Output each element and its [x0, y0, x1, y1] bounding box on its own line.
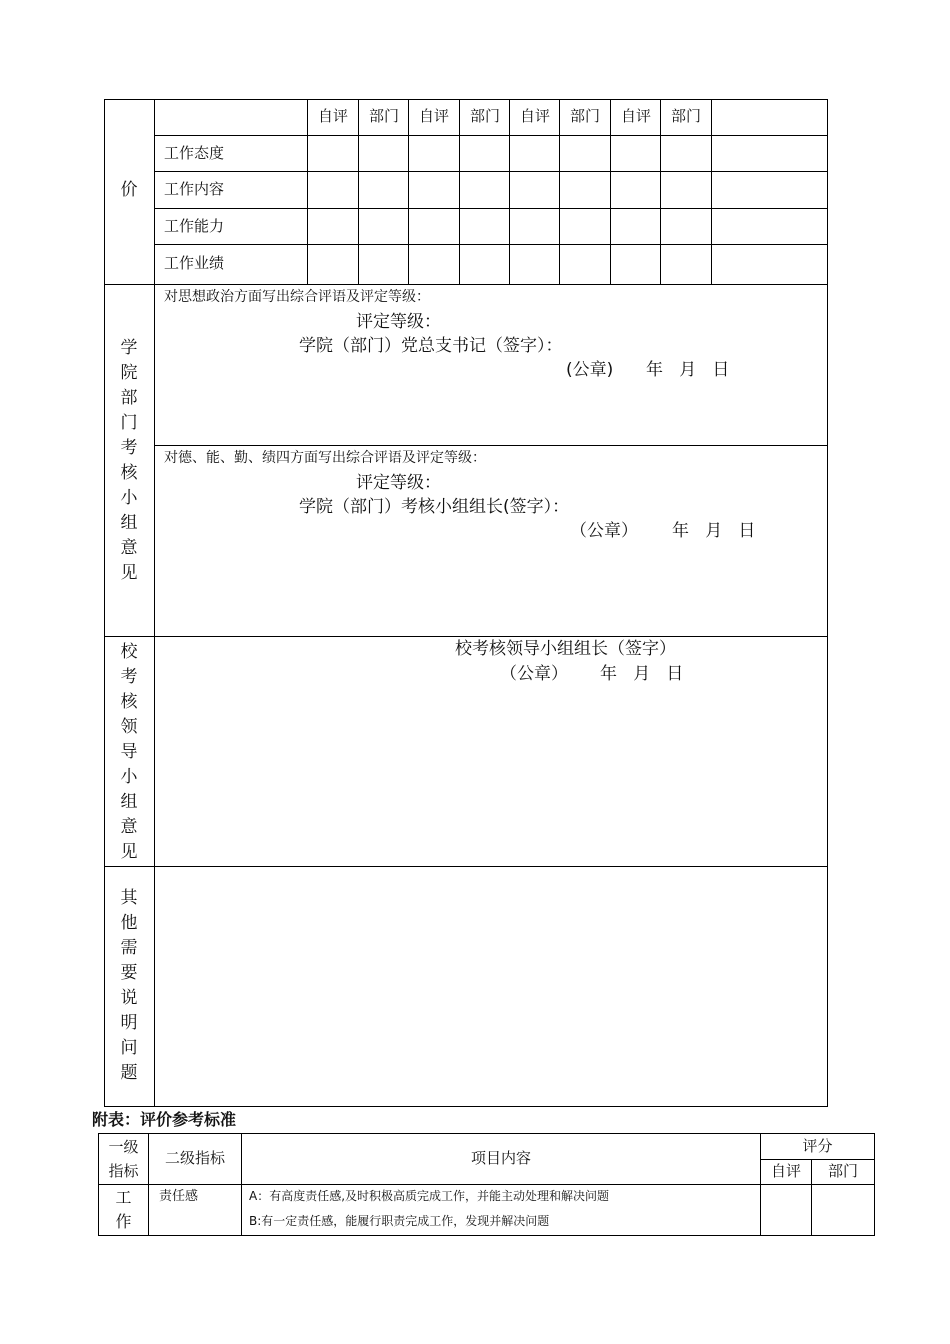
header-self-4: 自评 — [620, 107, 651, 125]
dept-block1-prompt: 对思想政治方面写出综合评语及评定等级： — [164, 289, 430, 305]
appendix-title: 附表：评价参考标准 — [92, 1110, 237, 1129]
dept-block2-prompt: 对德、能、勤、绩四方面写出综合评语及评定等级： — [164, 450, 486, 466]
appendix-header-content: 项目内容 — [470, 1149, 531, 1167]
school-date: 年 月 日 — [600, 664, 684, 684]
row-label-performance: 工作业绩 — [164, 254, 225, 272]
dept-block2-signer: 学院（部门）考核小组组长(签字）： — [299, 497, 570, 517]
school-side-label: 校 考 核 领 导 小 组 意 见 — [120, 642, 138, 862]
row-label-attitude: 工作态度 — [164, 144, 225, 162]
row-label-ability: 工作能力 — [164, 217, 225, 235]
appendix-header-level1-line2: 指标 — [108, 1162, 139, 1180]
appendix-header-level1-line1: 一级 — [108, 1138, 139, 1156]
header-dept-2: 部门 — [469, 107, 500, 125]
dept-block1-signer: 学院（部门）党总支书记（签字）： — [299, 336, 563, 356]
appendix-header-score: 评分 — [802, 1137, 833, 1155]
header-dept-4: 部门 — [670, 107, 701, 125]
dept-block1-grade: 评定等级： — [356, 312, 441, 332]
other-side-label: 其 他 需 要 说 明 问 题 — [120, 888, 138, 1083]
school-seal: （公章） — [500, 664, 568, 684]
dept-side-label: 学 院 部 门 考 核 小 组 意 见 — [120, 338, 138, 583]
appendix-header-self: 自评 — [770, 1162, 801, 1180]
header-self-1: 自评 — [317, 107, 348, 125]
dept-block1-seal: (公章) — [566, 360, 614, 380]
appendix-header-level2: 二级指标 — [164, 1149, 225, 1167]
dept-block1-date: 年 月 日 — [646, 360, 730, 380]
header-self-3: 自评 — [519, 107, 550, 125]
dept-block2-seal: （公章） — [570, 521, 638, 541]
appendix-row-level2: 责任感 — [159, 1189, 199, 1204]
school-signer: 校考核领导小组组长（签字） — [455, 639, 676, 659]
header-self-2: 自评 — [418, 107, 449, 125]
header-dept-1: 部门 — [368, 107, 399, 125]
row-label-content: 工作内容 — [164, 180, 225, 198]
appendix-header-dept: 部门 — [827, 1162, 858, 1180]
header-dept-3: 部门 — [569, 107, 600, 125]
appendix-row-level1-line2: 作 — [115, 1212, 132, 1231]
appendix-row-line-b: B:有一定责任感，能履行职责完成工作，发现并解决问题 — [249, 1214, 550, 1228]
appendix-row-line-a: A：有高度责任感,及时积极高质完成工作，并能主动处理和解决问题 — [249, 1189, 610, 1203]
appendix-row-level1-line1: 工 — [115, 1188, 132, 1207]
eval-side-label: 价 — [120, 180, 138, 200]
dept-block2-date: 年 月 日 — [672, 521, 756, 541]
dept-block2-grade: 评定等级： — [356, 473, 441, 493]
